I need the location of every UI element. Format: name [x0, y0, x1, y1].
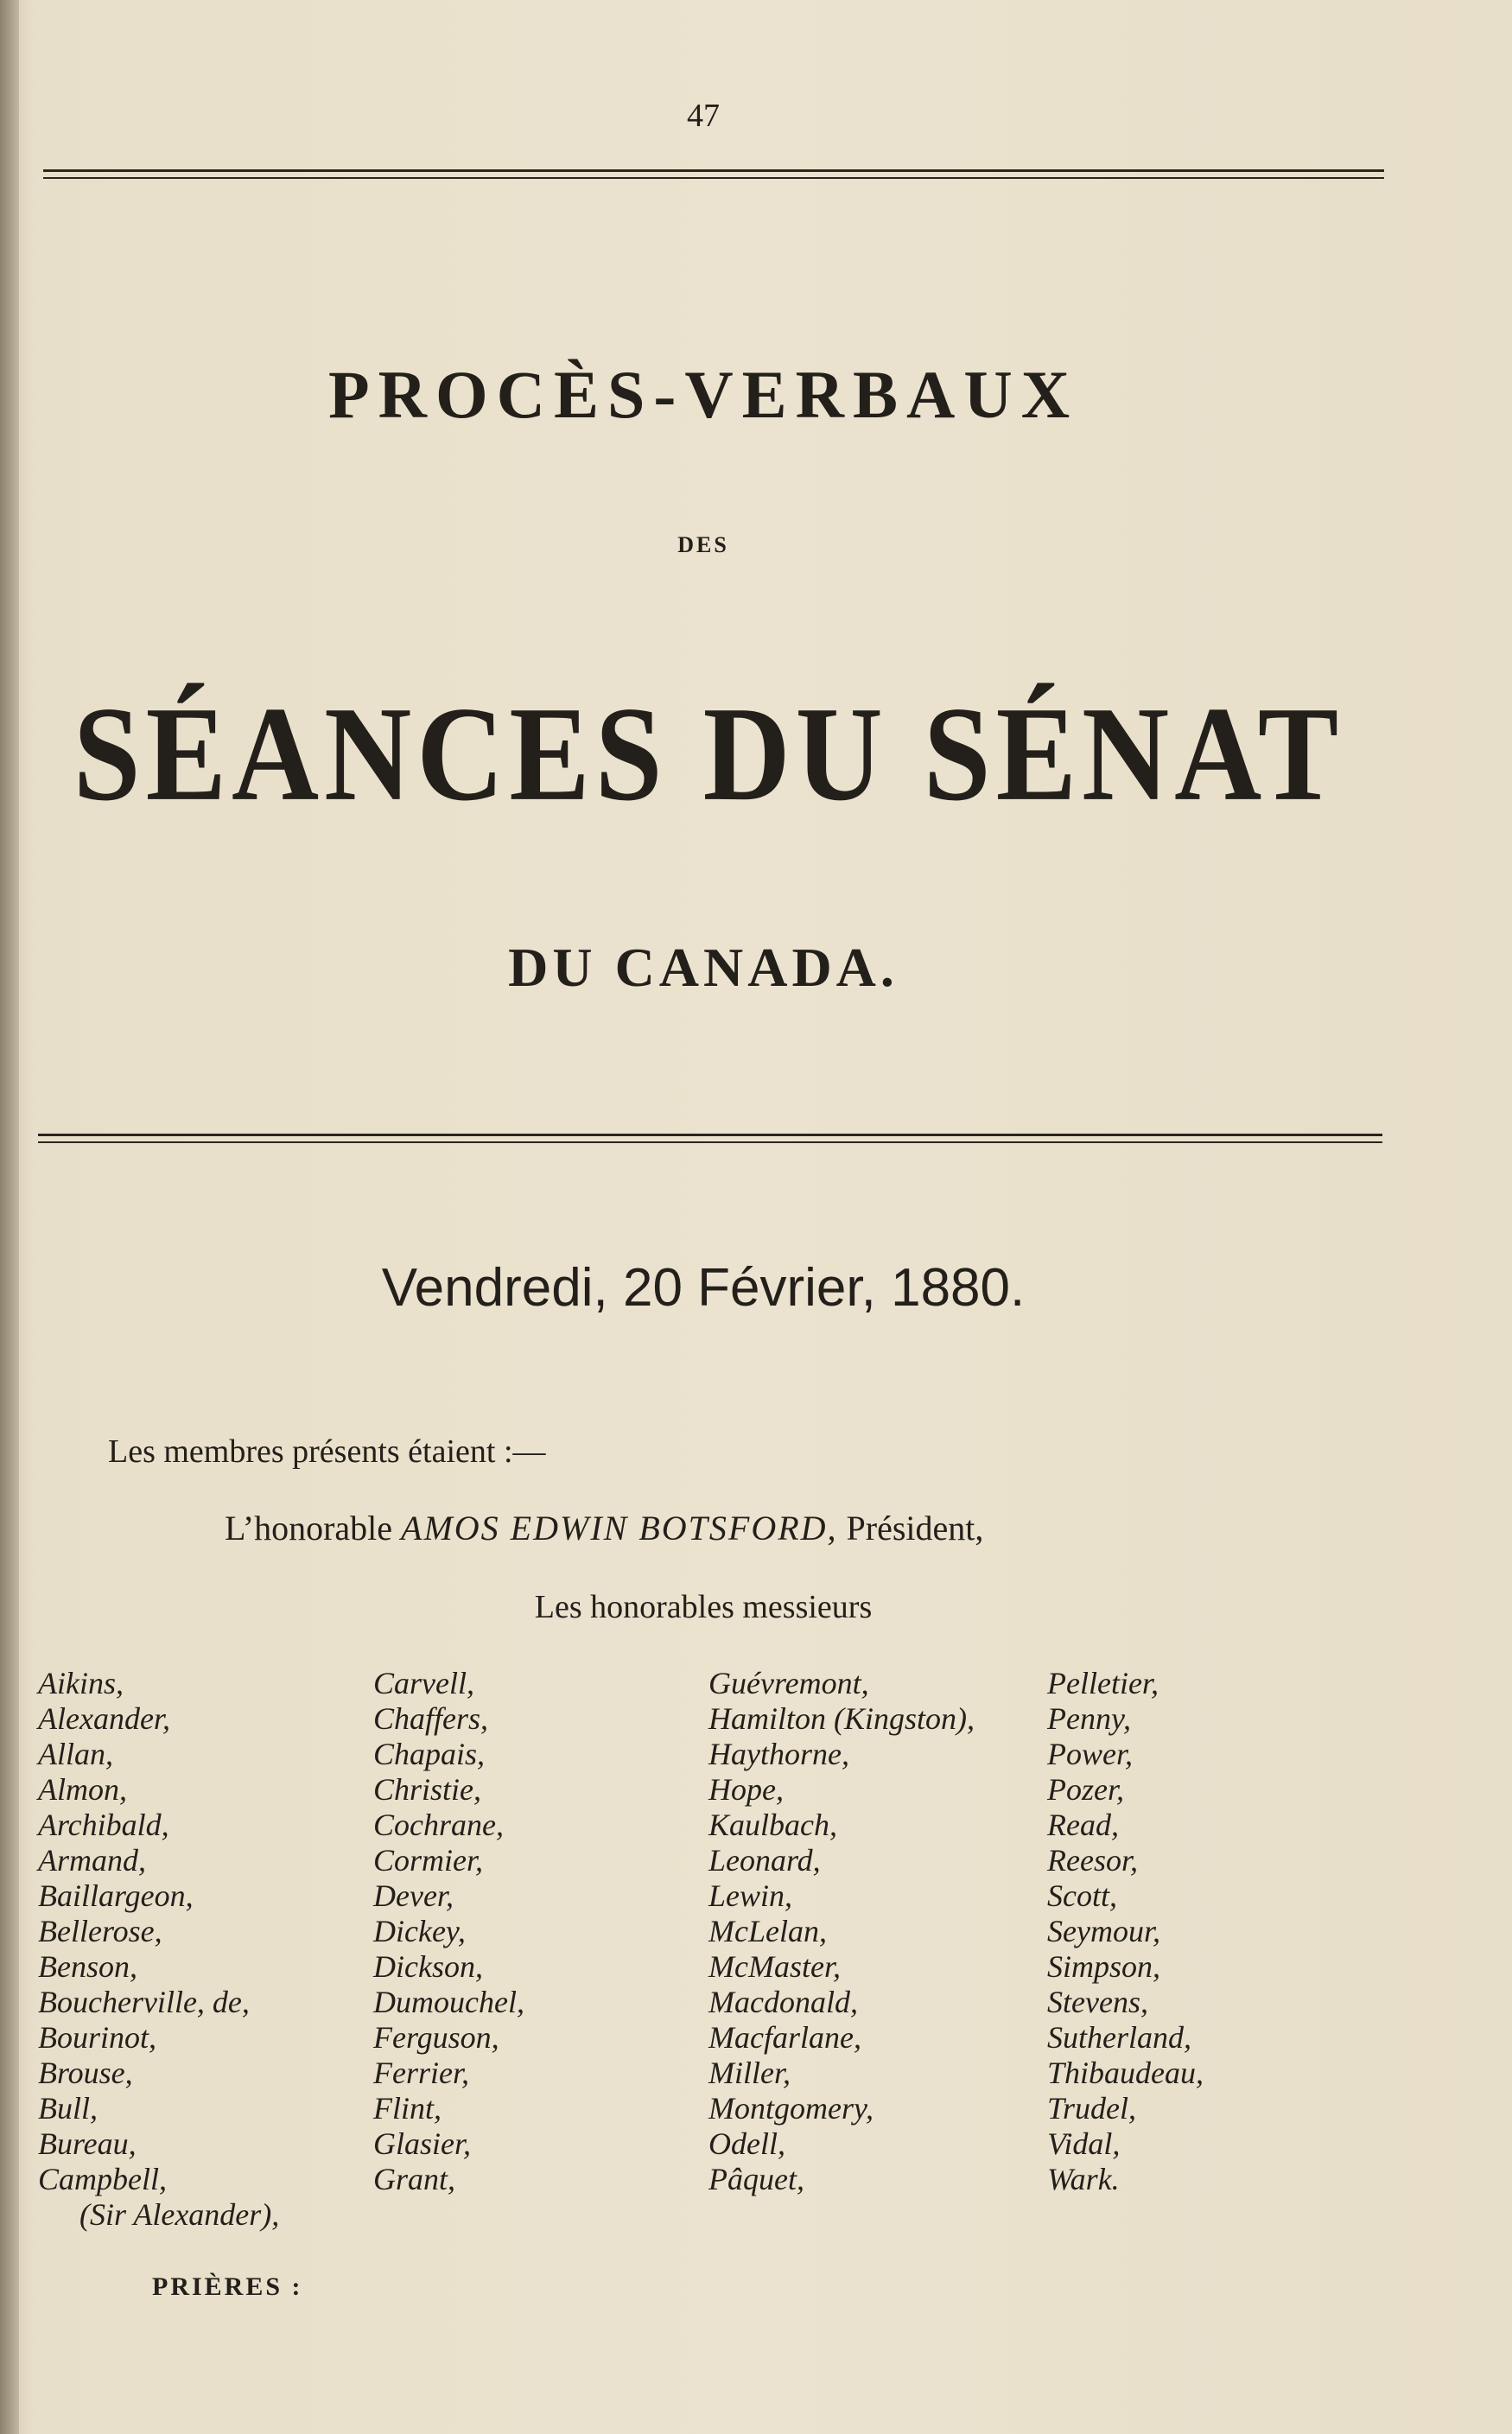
- title-seances-du-senat: SÉANCES DU SÉNAT: [73, 679, 1344, 829]
- member-name: Pâquet,: [708, 2162, 804, 2196]
- member-name: Campbell,: [38, 2162, 167, 2196]
- member-name: Almon,: [38, 1772, 127, 1807]
- title-du-canada: DU CANADA.: [508, 937, 899, 998]
- member-name: Read,: [1047, 1808, 1119, 1842]
- member-name: Leonard,: [708, 1843, 821, 1878]
- member-name: Macdonald,: [708, 1985, 858, 2019]
- member-name: Bellerose,: [38, 1914, 162, 1948]
- president-line: [225, 1508, 983, 1548]
- member-name: Lewin,: [708, 1878, 793, 1913]
- member-name: Bull,: [38, 2091, 98, 2126]
- member-name: Chaffers,: [373, 1701, 489, 1736]
- members-column-3: [708, 1666, 975, 2197]
- member-name: Pozer,: [1047, 1772, 1124, 1807]
- title-des: DES: [677, 532, 729, 557]
- member-name: Pelletier,: [1047, 1666, 1159, 1700]
- member-name: Power,: [1047, 1737, 1133, 1771]
- member-name: Dickson,: [373, 1949, 483, 1984]
- member-name: Stevens,: [1047, 1985, 1148, 2019]
- member-name: Reesor,: [1047, 1843, 1138, 1878]
- president-title: Président,: [846, 1509, 984, 1547]
- page-number: 47: [687, 98, 720, 134]
- title-proces-verbaux: PROCÈS-VERBAUX: [327, 357, 1079, 432]
- member-name: Thibaudeau,: [1047, 2056, 1204, 2090]
- member-name: Penny,: [1047, 1701, 1131, 1736]
- member-name: Brouse,: [38, 2056, 133, 2090]
- president-prefix: L’honorable: [225, 1509, 393, 1547]
- member-name: Allan,: [38, 1737, 113, 1771]
- member-name: Bourinot,: [38, 2020, 157, 2055]
- honorables-heading: Les honorables messieurs: [534, 1589, 873, 1625]
- prieres-heading: PRIÈRES :: [152, 2272, 303, 2301]
- member-name: Dumouchel,: [373, 1985, 524, 2019]
- member-name: Boucherville, de,: [38, 1985, 250, 2019]
- members-intro: Les membres présents étaient :—: [108, 1433, 546, 1470]
- member-name: Glasier,: [373, 2126, 472, 2161]
- member-name: Alexander,: [38, 1701, 170, 1736]
- member-name: Armand,: [38, 1843, 146, 1878]
- member-name: Miller,: [708, 2056, 791, 2090]
- member-name: Macfarlane,: [708, 2020, 861, 2055]
- member-name: Baillargeon,: [38, 1878, 194, 1913]
- member-name: Dever,: [373, 1878, 454, 1913]
- member-name: Haythorne,: [708, 1737, 849, 1771]
- middle-rule: [38, 1134, 1382, 1143]
- member-name: Cormier,: [373, 1843, 484, 1878]
- member-name: Vidal,: [1047, 2126, 1121, 2161]
- member-name: McMaster,: [708, 1949, 841, 1984]
- member-name: Odell,: [708, 2126, 785, 2161]
- members-column-2: [373, 1666, 524, 2197]
- member-name: Ferguson,: [373, 2020, 499, 2055]
- members-column-1: [38, 1666, 279, 2233]
- member-name: McLelan,: [708, 1914, 827, 1948]
- member-name: Seymour,: [1047, 1914, 1160, 1948]
- member-name: Trudel,: [1047, 2091, 1137, 2126]
- member-name: Scott,: [1047, 1878, 1117, 1913]
- top-rule: [43, 169, 1384, 179]
- member-name: Dickey,: [373, 1914, 466, 1948]
- president-name: AMOS EDWIN BOTSFORD,: [401, 1509, 838, 1547]
- member-name: Chapais,: [373, 1737, 486, 1771]
- member-name: Archibald,: [38, 1808, 169, 1842]
- member-name: Aikins,: [38, 1666, 124, 1700]
- member-name: Benson,: [38, 1949, 137, 1984]
- session-date: Vendredi, 20 Février, 1880.: [381, 1258, 1026, 1318]
- member-name: Christie,: [373, 1772, 482, 1807]
- member-name: Montgomery,: [708, 2091, 874, 2126]
- member-name: Simpson,: [1047, 1949, 1161, 1984]
- member-name: Guévremont,: [708, 1666, 869, 1700]
- member-name: Grant,: [373, 2162, 456, 2196]
- member-name: Carvell,: [373, 1666, 474, 1700]
- member-name: (Sir Alexander),: [79, 2197, 280, 2232]
- member-name: Hamilton (Kingston),: [708, 1701, 975, 1736]
- member-name: Bureau,: [38, 2126, 137, 2161]
- member-name: Sutherland,: [1047, 2020, 1191, 2055]
- member-name: Wark.: [1047, 2162, 1120, 2196]
- member-name: Cochrane,: [373, 1808, 504, 1842]
- members-column-4: [1047, 1666, 1204, 2197]
- member-name: Ferrier,: [373, 2056, 469, 2090]
- member-name: Hope,: [708, 1772, 784, 1807]
- member-name: Kaulbach,: [708, 1808, 837, 1842]
- member-name: Flint,: [373, 2091, 442, 2126]
